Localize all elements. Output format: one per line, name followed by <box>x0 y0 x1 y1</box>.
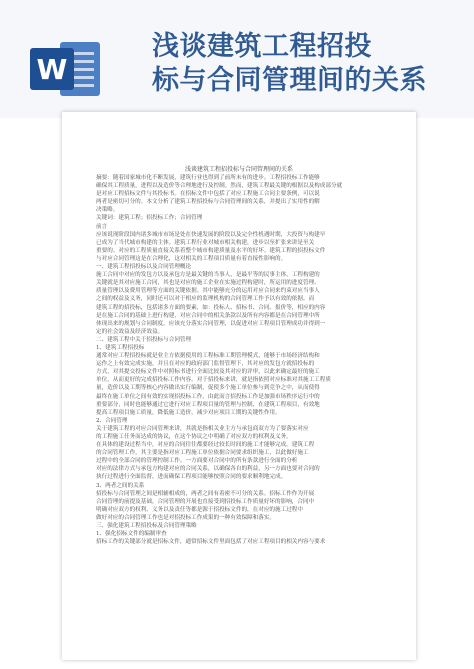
document-line: 关于建筑工程的对应合同管理来讲，其就是指相关业主方与承包商双方为了要落实对应 <box>96 425 309 432</box>
document-title: 浅谈建筑工程招投标与合同管理间的关系 <box>184 166 293 173</box>
document-line: 定的社会效益及经济效益。 <box>96 328 164 335</box>
document-line: 关键就是其对应施工合同，其也是对应的施工企业在实施过程构建时，所运用的进度管理、 <box>96 280 320 287</box>
title-line-2: 标与合同管理间的关系 <box>152 65 427 96</box>
document-line: 最终在施工单位之间有效的实现招投标工作，由此而言招投标工作是加强市场秩序运行中的 <box>96 393 320 400</box>
document-line: 是在施工合同的基础上进行构建，对应合同中的相关条款以及所有内容都是在合同管理中所 <box>96 312 320 319</box>
document-line: 质量管理以及费用管理等方面的关键依据。其中能够充分的运用对应合同来约束对应当事人 <box>96 288 320 295</box>
page-title <box>152 30 470 98</box>
document-line: 三、强化建筑工程招投标及合同管理策略 <box>96 523 197 530</box>
document-line: 建筑工程的招投标，包括诸多方面的要素，如：投标人、招标书、合同、报价等，相应的内容 <box>96 304 326 311</box>
document-line: 做好对应的合同管理工作也是对招投标工作成果的一种有效保障和落实。 <box>96 514 276 521</box>
document-line: 招投标与合同管理之间是相辅相成的，两者之间有着密不可分的关系。招标工作作为开展 <box>96 490 315 497</box>
document-line: 单位，从而更好的完成招投标工作内容。对于招投标来讲，就是指依照对应标准对其施工工程质 <box>96 377 331 384</box>
document-line: 之间的权益及义务，同时还可以对于相应的监理机构的合同管理工作予以有效的依据。而 <box>96 296 315 303</box>
document-line: 合同管理的前提及基础，合同管理的开展也直接受到招投标工作质量好坏的影响，合同中 <box>96 498 315 505</box>
document-line: 执行过程进行全面监督，进而确保工程项目能够按照合同的要求顺利地完成。 <box>96 474 287 481</box>
document-line: 摘要：随着国家城市化不断发展，建筑行业也得到了前所未有的进步。工程招投标工作能够 <box>96 175 320 181</box>
document-line: 通常对应工程招投标就是业主方依据使用的工程标准工期管理模式，能够于市场经济结构和 <box>96 353 320 360</box>
document-line: 量，造价以及工期等核心内容做出实行编制，促使多个施工单位参与到竞争之中，从而使得 <box>96 385 320 392</box>
document-line: 方式，对其提交投标文件中对照标书进行全面比较及其对应的评审，以此来确定最好的施工 <box>96 369 320 376</box>
document-line: 两者是密切可分的。本文分析了建筑工程招投标与合同管理间的关系，并提出了实用性的解 <box>96 199 320 206</box>
document-line: 应该说现阶段国内诸多城市市场是处在快速发展的阶段以及完全性机遇时期，大投资与构建早 <box>96 231 326 238</box>
title-line-1: 浅谈建筑工程招投 <box>152 31 372 62</box>
document-line: 确保其工程质量，进程以及造价等合理地进行及控制。然而，建筑工程最关键的根据以及构成部分就 <box>96 183 343 190</box>
document-line: 决策略。 <box>96 207 119 214</box>
document-line: 对应的法律方式与承包方构建对应的合同关系，以确保各自的利益，另一方面也要对合同的 <box>96 466 320 473</box>
document-line: 的合同管理工作，其主要是指对应工程施工单位依据合同要求组织施工，以此做好施工 <box>96 450 309 457</box>
document-line: 二、建筑工程中关于招投标与合同管理 <box>96 336 192 343</box>
document-line: 3、两者之间的关系 <box>96 482 145 489</box>
document-line: 运作之上有效完成实施，并且在对应的政府部门监督管理下，其对应的发包方就招投标的 <box>96 361 315 368</box>
document-line: 重要的。对应的工程质量直接关系着整个城市构建质量及水平的好坏。建筑工程的招投标文件 <box>96 247 326 254</box>
document-line: 1、强化招标文件的编制审查 <box>96 531 167 538</box>
document-line: 一、建筑工程招投标以及合同管理概论 <box>96 264 192 271</box>
document-line: 的工程施工任务而达成的协议，在这个协议之中明确了对应双方的权利及义务。 <box>96 434 292 440</box>
document-line: 招标工作的关键部分就是招标文件，通常招标文件里面包括了对应工程项目的相关内容与要求 <box>96 539 326 546</box>
word-icon-letter: W <box>36 53 68 86</box>
document-line: 是对应工程招标文件与其投标书。在招标文件中包括了对应工程施工合同主要条例，可以说 <box>96 191 320 198</box>
document-line: 2、合同管理 <box>96 417 128 424</box>
document-line: 已成为了当代城市构建的主体。建筑工程行业对城市相关构建，进步以至扩张来讲是至关 <box>96 239 315 246</box>
word-document-icon <box>30 38 104 100</box>
document-line: 1、建筑工程招投标 <box>96 344 145 351</box>
document-line: 重要部分，同时也能够通过它进行对应工程项目量的管理与控制，在建筑工程项目，有效地 <box>96 401 320 408</box>
document-line: 明确对应双方的权利、义务以及责任等都是源于招投标文件的，在对应的施工过程中 <box>96 506 303 513</box>
document-page <box>62 112 416 660</box>
document-line: 关键词：建筑工程；招投标工作；合同管理 <box>96 215 203 222</box>
document-line: 体现出来的规划与合同制度，应该充分落实合同管理，以促进对应工程项目管理成功并得到一 <box>96 320 326 327</box>
header-banner <box>0 0 474 118</box>
document-line: 施工合同中对应的发包方以及承包方是最关键的当事人，是最平等的民事主体。工程构建的 <box>96 272 320 279</box>
document-line: 与对应合同管理这是在合理化，这对相关的工程项目质量有着直接性影响的。 <box>96 255 287 262</box>
document-line: 提高工程项目施工质量，降低施工造价，减少对应项目工期的关键性作用。 <box>96 409 281 416</box>
document-line: 前言 <box>96 223 108 230</box>
document-body <box>96 174 384 546</box>
document-line: 在具体的建设过程当中，对应的合同往往都要经过较长时间的施工才能够完成。建筑工程 <box>96 442 315 449</box>
document-line: 过程中的全部合同的管理控制工作。一方面要对合同中的所有条款进行全面的分析 <box>96 458 298 465</box>
